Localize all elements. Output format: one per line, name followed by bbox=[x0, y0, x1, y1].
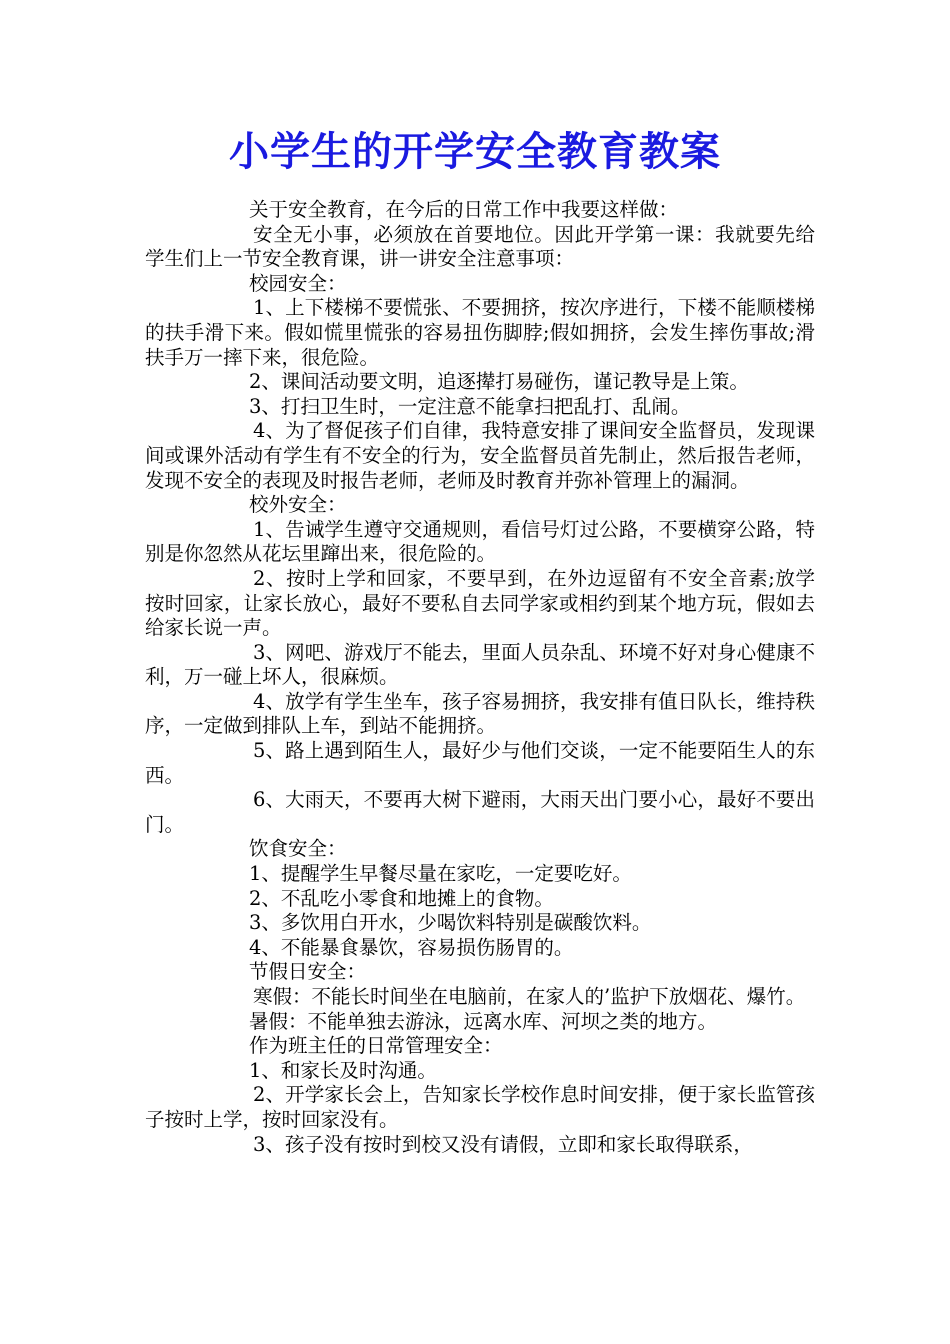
paragraph: 3、打扫卫生时，一定注意不能拿扫把乱打、乱闹。 bbox=[249, 394, 691, 418]
paragraph: 1、告诫学生遵守交通规则，看信号灯过公路，不要横穿公路，特别是你忽然从花坛里蹿出来，很危险的。 bbox=[145, 517, 815, 566]
paragraph: 6、大雨天，不要再大树下避雨，大雨天出门要小心，最好不要出门。 bbox=[145, 788, 815, 836]
paragraph: 3、网吧、游戏厅不能去，里面人员杂乱、环境不好对身心健康不利，万一碰上坏人，很麻烦。 bbox=[145, 640, 815, 689]
paragraph: 3、多饮用白开水，少喝饮料特别是碳酸饮料。 bbox=[249, 911, 652, 935]
section-heading-holiday: 节假日安全： bbox=[249, 960, 367, 984]
section-heading-management: 作为班主任的日常管理安全： bbox=[249, 1034, 503, 1058]
paragraph: 5、路上遇到陌生人，最好少与他们交谈，一定不能要陌生人的东西。 bbox=[145, 739, 815, 787]
paragraph: 2、开学家长会上，告知家长学校作息时间安排，便于家长监管孩子按时上学，按时回家没有。 bbox=[145, 1083, 815, 1131]
paragraph: 2、不乱吃小零食和地摊上的食物。 bbox=[249, 886, 554, 910]
paragraph: 1、提醒学生早餐尽量在家吃，一定要吃好。 bbox=[249, 862, 632, 886]
document-body bbox=[145, 198, 815, 1157]
paragraph: 1、和家长及时沟通。 bbox=[249, 1058, 437, 1082]
document-title: 小学生的开学安全教育教案 bbox=[229, 128, 721, 175]
paragraph: 4、放学有学生坐车，孩子容易拥挤，我安排有值日队长，维持秩序，一定做到排队上车，到站不能拥挤。 bbox=[145, 689, 815, 738]
paragraph: 2、按时上学和回家，不要早到，在外边逗留有不安全音素;放学按时回家，让家长放心，最好不要私自去同学家或相约到某个地方玩，假如去给家长说一声。 bbox=[145, 566, 815, 640]
section-heading-campus: 校园安全： bbox=[249, 271, 347, 295]
paragraph-intro: 关于安全教育，在今后的日常工作中我要这样做： bbox=[249, 198, 679, 221]
section-heading-food: 饮食安全： bbox=[249, 837, 347, 861]
paragraph: 安全无小事，必须放在首要地位。因此开学第一课：我就要先给学生们上一节安全教育课，讲一讲安全注意事项： bbox=[145, 222, 815, 271]
section-heading-offcampus: 校外安全： bbox=[249, 493, 347, 517]
paragraph: 暑假：不能单独去游泳，远离水库、河坝之类的地方。 bbox=[249, 1009, 718, 1033]
paragraph: 3、孩子没有按时到校又没有请假，立即和家长取得联系， bbox=[253, 1132, 753, 1156]
paragraph: 4、为了督促孩子们自律，我特意安排了课间安全监督员，发现课间或课外活动有学生有不安全的行为，安全监督员首先制止，然后报告老师，发现不安全的表现及时报告老师，老师及时教育并弥补管理上的漏洞。 bbox=[145, 419, 815, 492]
paragraph: 寒假：不能长时间坐在电脑前，在家人的’监护下放烟花、爆竹。 bbox=[253, 985, 806, 1008]
paragraph: 4、不能暴食暴饮，容易损伤肠胃的。 bbox=[249, 935, 574, 959]
paragraph: 1、上下楼梯不要慌张、不要拥挤，按次序进行，下楼不能顺楼梯的扶手滑下来。假如慌里慌张的容易扭伤脚脖;假如拥挤，会发生摔伤事故;滑扶手万一摔下来，很危险。 bbox=[145, 296, 815, 369]
paragraph: 2、课间活动要文明，追逐撵打易碰伤，谨记教导是上策。 bbox=[249, 370, 749, 394]
